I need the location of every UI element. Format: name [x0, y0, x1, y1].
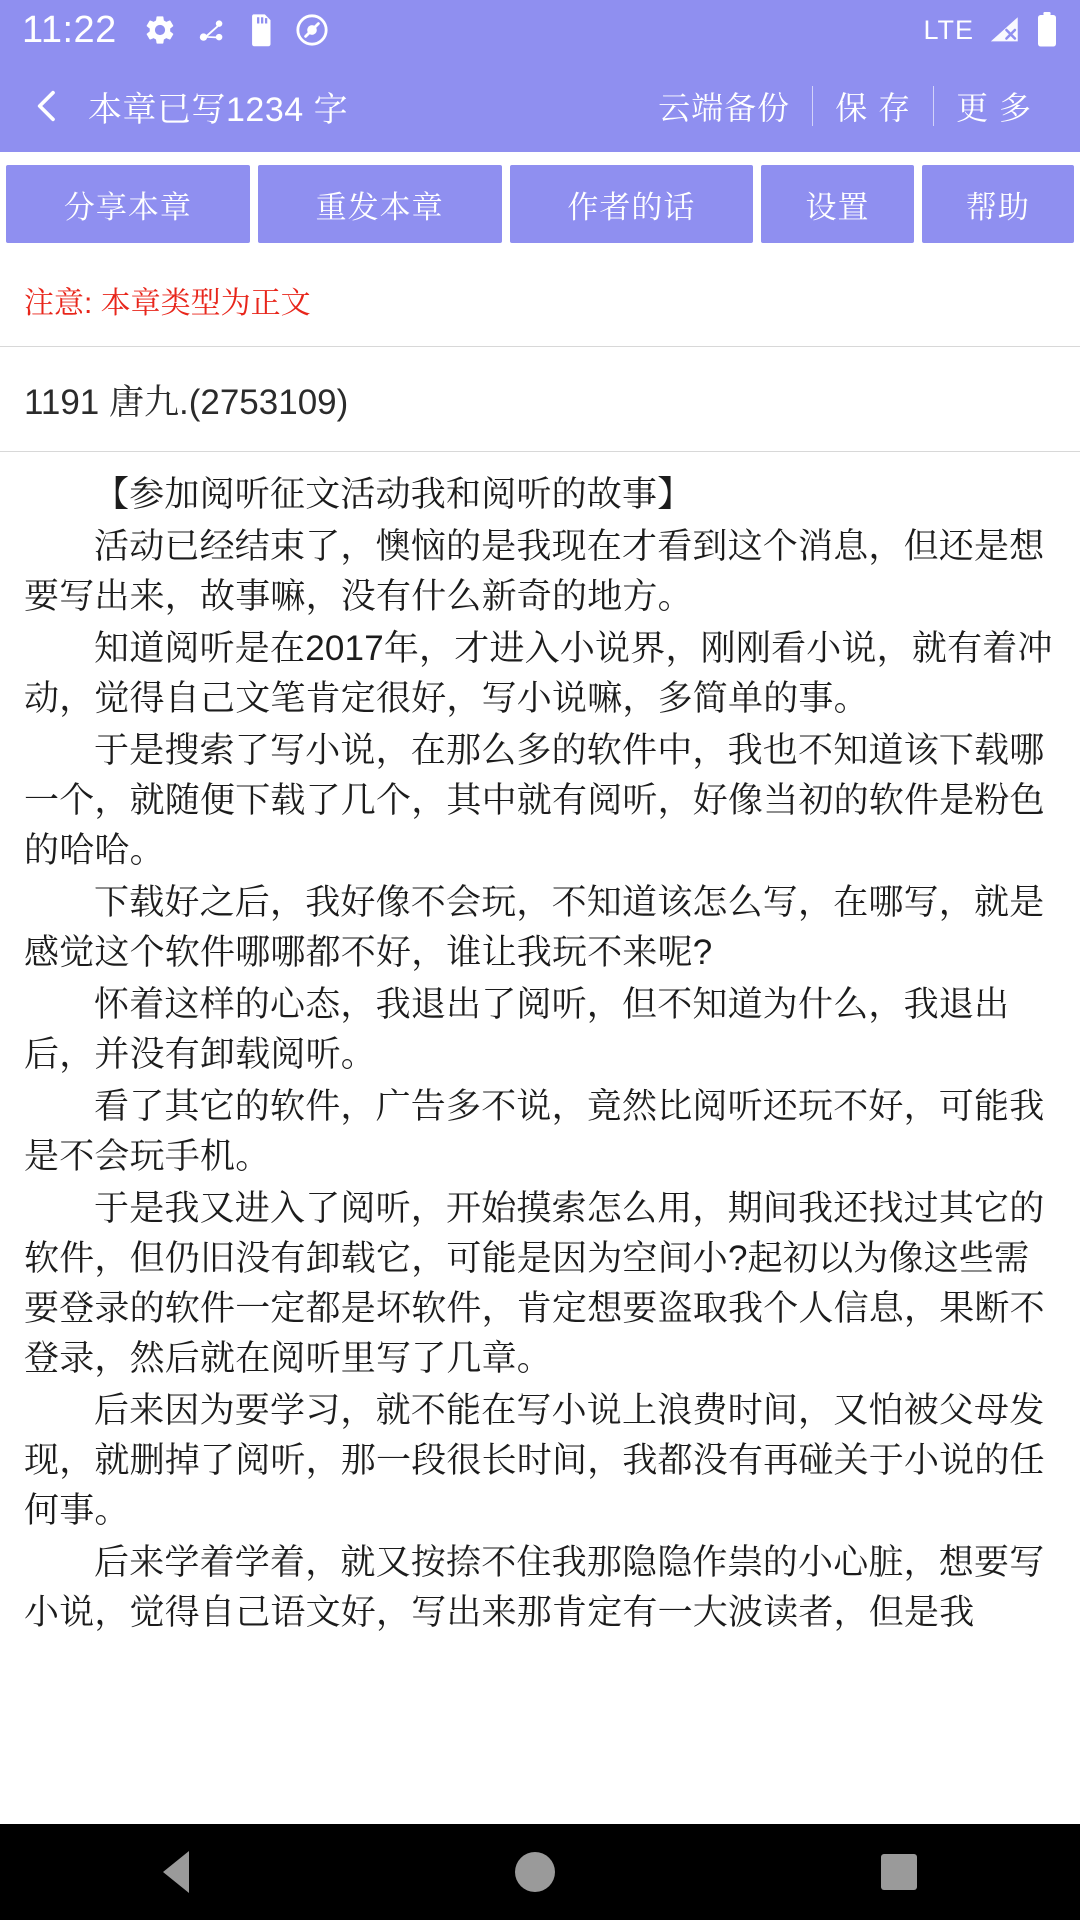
settings-button[interactable]: 设置 [761, 165, 913, 243]
sd-card-icon [247, 13, 277, 47]
chapter-title[interactable]: 1191 唐九.(2753109) [0, 347, 1080, 452]
share-chapter-button[interactable]: 分享本章 [6, 165, 250, 243]
back-icon[interactable] [163, 1851, 189, 1893]
app-bar-actions [636, 83, 1054, 129]
page-title: 本章已写1234 字 [88, 90, 349, 129]
content-paragraph: 下载好之后，我好像不会玩，不知道该怎么写，在哪写，就是感觉这个软件哪哪都不好，谁让我玩不来呢? [24, 883, 1045, 972]
help-button[interactable]: 帮助 [922, 165, 1074, 243]
status-clock: 11:22 [22, 8, 117, 51]
cloud-backup-button[interactable]: 云端备份 [658, 90, 791, 126]
signal-icon [988, 13, 1022, 47]
gear-icon [143, 13, 177, 47]
chapter-content[interactable] [0, 452, 1080, 1632]
content-paragraph: 【参加阅听征文活动我和阅听的故事】 [94, 475, 693, 514]
battery-icon [1036, 12, 1058, 48]
author-note-button[interactable]: 作者的话 [510, 165, 754, 243]
back-button[interactable] [20, 78, 76, 134]
status-left-icons [143, 13, 329, 47]
system-navigation-bar [0, 1824, 1080, 1920]
content-paragraph: 后来因为要学习，就不能在写小说上浪费时间，又怕被父母发现，就删掉了阅听，那一段很长时间，我都没有再碰关于小说的任何事。 [24, 1391, 1045, 1530]
content-paragraph: 后来学着学着，就又按捺不住我那隐隐作祟的小心脏，想要写小说，觉得自己语文好，写出来那肯定有一大波读者，但是我 [24, 1543, 1045, 1632]
chapter-type-notice: 注意: 本章类型为正文 [0, 256, 1080, 347]
app-bar [0, 60, 1080, 152]
status-right-icons [923, 12, 1058, 48]
content-paragraph: 看了其它的软件，广告多不说，竟然比阅听还玩不好，可能我是不会玩手机。 [24, 1087, 1045, 1176]
home-icon[interactable] [515, 1852, 555, 1892]
network-type-label: LTE [923, 14, 974, 45]
content-paragraph: 于是我又进入了阅听，开始摸索怎么用，期间我还找过其它的软件，但仍旧没有卸载它，可能是因为空间小?起初以为像这些需要登录的软件一定都是坏软件，肯定想要盗取我个人信息，果断不登录，然后就在阅听里写了几章。 [24, 1189, 1045, 1378]
status-bar [0, 0, 1080, 60]
republish-chapter-button[interactable]: 重发本章 [258, 165, 502, 243]
screen-record-icon [295, 13, 329, 47]
content-paragraph: 活动已经结束了，懊恼的是我现在才看到这个消息，但还是想要写出来，故事嘛，没有什么新奇的地方。 [24, 527, 1045, 616]
bluetooth-share-icon [195, 13, 229, 47]
recents-icon[interactable] [881, 1854, 917, 1890]
content-paragraph: 于是搜索了写小说，在那么多的软件中，我也不知道该下载哪一个，就随便下载了几个，其中就有阅听，好像当初的软件是粉色的哈哈。 [24, 731, 1045, 870]
more-button[interactable]: 更 多 [956, 90, 1032, 126]
content-paragraph: 怀着这样的心态，我退出了阅听，但不知道为什么，我退出后，并没有卸载阅听。 [24, 985, 1010, 1074]
toolbar [0, 152, 1080, 256]
save-button[interactable]: 保 存 [835, 90, 912, 126]
content-paragraph: 知道阅听是在2017年，才进入小说界，刚刚看小说，就有着冲动，觉得自己文笔肯定很好，写小说嘛，多简单的事。 [24, 629, 1053, 718]
